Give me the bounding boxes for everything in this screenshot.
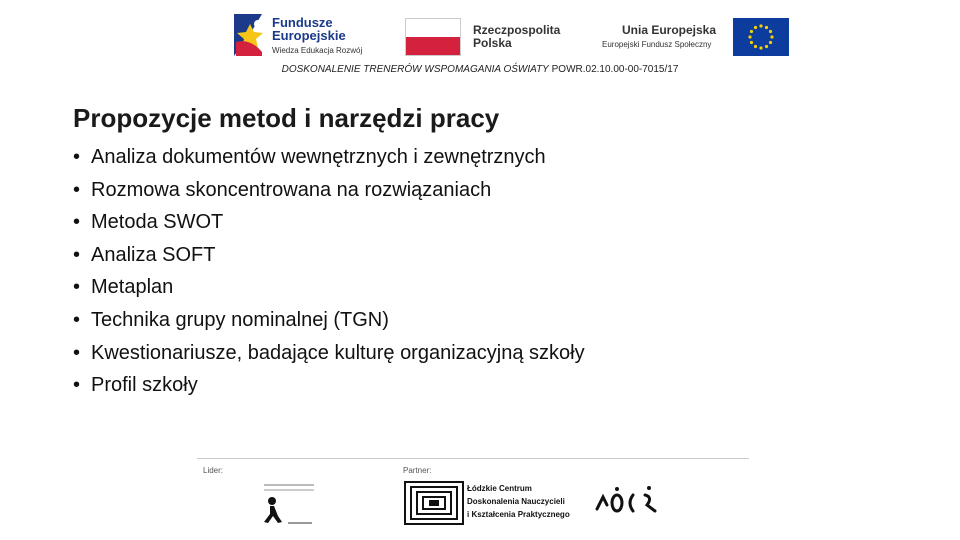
project-line — [0, 64, 960, 75]
list-item: • Metoda SWOT — [73, 206, 585, 239]
eu-star-icon — [750, 30, 753, 33]
list-item: • Rozmowa skoncentrowana na rozwiązaniach — [73, 174, 585, 207]
eu-star-icon — [765, 26, 768, 29]
fe-subtitle: Wiedza Edukacja Rozwój — [272, 46, 363, 55]
eu-star-icon — [748, 35, 751, 38]
eu-star-icon — [750, 41, 753, 44]
list-item: • Analiza dokumentów wewnętrznych i zewnętrznych — [73, 141, 585, 174]
page-title: Propozycje metod i narzędzi pracy — [73, 103, 500, 133]
unia-europejska-logo — [600, 18, 790, 58]
partner-line2: Doskonalenia Nauczycieli — [467, 497, 565, 506]
list-item: • Analiza SOFT — [73, 239, 585, 272]
polish-flag-icon — [405, 18, 461, 56]
fe-logo-text — [272, 16, 346, 42]
partner-label: Partner: — [403, 466, 432, 475]
list-item: • Metaplan — [73, 271, 585, 304]
eu-flag-icon — [733, 18, 789, 56]
rp-line2: Polska — [473, 36, 512, 50]
lider-label: Lider: — [203, 466, 224, 475]
ue-line1: Unia Europejska — [622, 23, 717, 37]
eu-star-icon — [770, 35, 773, 38]
fundusze-europejskie-logo — [232, 12, 377, 60]
eu-star-icon — [754, 26, 757, 29]
eu-funds-star-icon — [232, 12, 268, 58]
lodz-city-logo-icon — [593, 485, 663, 517]
eu-star-icon — [759, 24, 762, 27]
eu-star-icon — [765, 45, 768, 48]
fe-line2: Europejskie — [272, 28, 346, 43]
footer-divider — [197, 458, 749, 459]
ue-line2: Europejski Fundusz Społeczny — [602, 40, 712, 49]
nested-squares-logo-icon — [404, 481, 464, 525]
rp-logo-text — [473, 24, 560, 50]
walking-figure-logo-icon — [258, 478, 318, 528]
eu-star-icon — [754, 45, 757, 48]
rzeczpospolita-logo — [405, 18, 575, 58]
project-name: DOSKONALENIE TRENERÓW WSPOMAGANIA OŚWIATY — [281, 64, 549, 75]
list-item: • Profil szkoły — [73, 369, 585, 402]
eu-star-icon — [759, 46, 762, 49]
eu-star-icon — [769, 41, 772, 44]
partner-name — [467, 482, 570, 521]
eu-star-icon — [769, 30, 772, 33]
methods-list — [73, 141, 585, 402]
project-code: POWR.02.10.00-00-7015/17 — [548, 64, 679, 75]
list-item: • Technika grupy nominalnej (TGN) — [73, 304, 585, 337]
partner-line1: Łódzkie Centrum — [467, 484, 532, 493]
fe-line1: Fundusze — [272, 15, 333, 30]
partner-line3: i Kształcenia Praktycznego — [467, 510, 570, 519]
rp-line1: Rzeczpospolita — [473, 23, 561, 37]
list-item: • Kwestionariusze, badające kulturę organizacyjną szkoły — [73, 337, 585, 370]
